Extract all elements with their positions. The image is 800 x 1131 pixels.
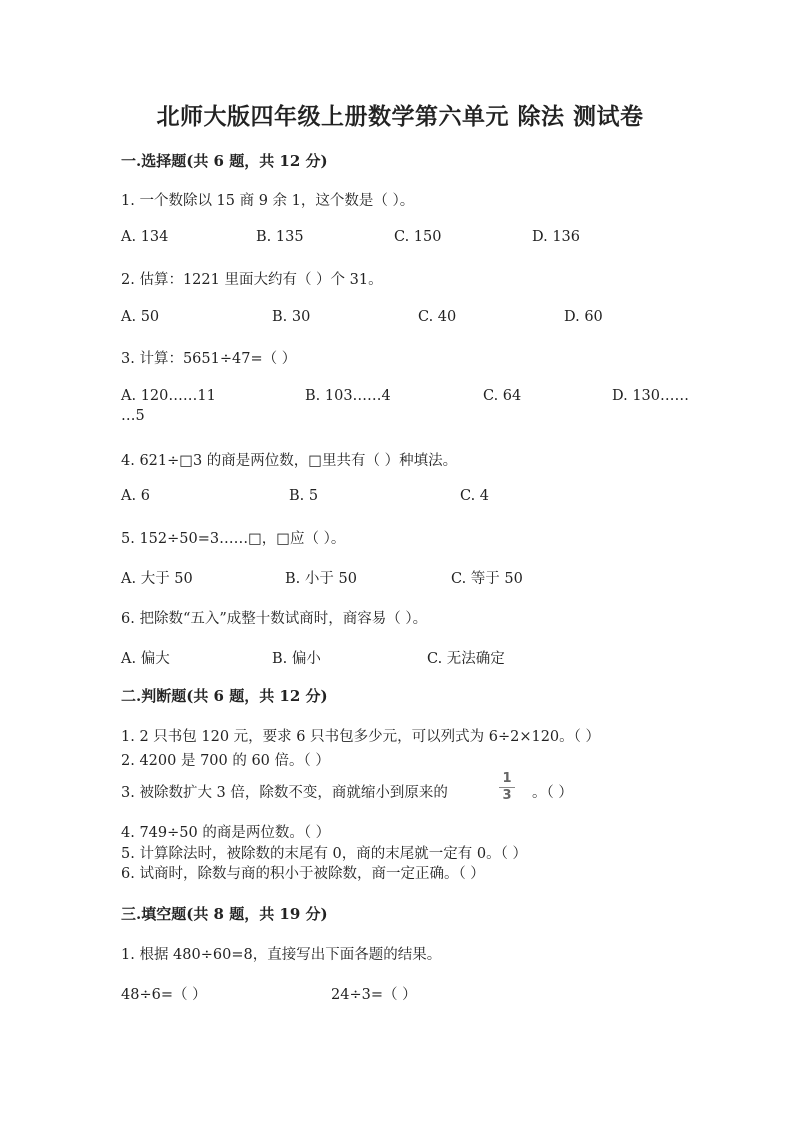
- question-6-stem: 6. 把除数“五入”成整十数试商时，商容易（ ）。: [121, 611, 428, 627]
- question-2-option-c: C. 40: [418, 309, 457, 325]
- question-4-option-b: B. 5: [289, 488, 319, 504]
- fraction-one-third: [497, 772, 517, 803]
- question-3-option-c: C. 64: [483, 388, 522, 404]
- judgment-item-1: 1. 2 只书包 120 元，要求 6 只书包多少元，可以列式为 6÷2×120。（ ）: [121, 729, 601, 745]
- judgment-item-3-tail: 。（ ）: [532, 785, 573, 801]
- section-heading-judgment: 二.判断题(共 6 题，共 12 分): [121, 687, 328, 705]
- page-title: 北师大版四年级上册数学第六单元 除法 测试卷: [156, 103, 644, 130]
- question-3-option-a: A. 120……11: [121, 388, 216, 404]
- question-2-option-a: A. 50: [121, 309, 160, 325]
- judgment-item-4: 4. 749÷50 的商是两位数。（ ）: [121, 825, 331, 841]
- question-4-option-a: A. 6: [121, 488, 150, 504]
- question-3-option-b: B. 103……4: [305, 388, 391, 404]
- question-3-option-d-wrap: …5: [121, 408, 145, 424]
- question-2-stem: 2. 估算：1221 里面大约有（ ）个 31。: [121, 272, 383, 288]
- question-1-option-d: D. 136: [532, 229, 581, 245]
- question-3-option-d: D. 130……: [612, 388, 690, 404]
- section-heading-choice: 一.选择题(共 6 题，共 12 分): [121, 152, 328, 170]
- fraction-numerator: 1: [502, 771, 512, 786]
- question-5-option-a: A. 大于 50: [121, 571, 193, 587]
- question-3-stem: 3. 计算：5651÷47=（ ）: [121, 351, 297, 367]
- question-1-option-a: A. 134: [121, 229, 169, 245]
- question-6-option-c: C. 无法确定: [427, 651, 505, 667]
- section-heading-fill: 三.填空题(共 8 题，共 19 分): [121, 905, 328, 923]
- judgment-item-3: 3. 被除数扩大 3 倍，除数不变，商就缩小到原来的: [121, 785, 448, 801]
- question-2-option-d: D. 60: [564, 309, 603, 325]
- question-1-option-b: B. 135: [256, 229, 304, 245]
- fraction-denominator: 3: [502, 788, 512, 803]
- question-4-stem: 4. 621÷□3 的商是两位数，□里共有（ ）种填法。: [121, 453, 458, 469]
- question-2-option-b: B. 30: [272, 309, 311, 325]
- question-6-option-b: B. 偏小: [272, 651, 321, 667]
- judgment-item-2: 2. 4200 是 700 的 60 倍。（ ）: [121, 753, 330, 769]
- judgment-item-6: 6. 试商时，除数与商的积小于被除数，商一定正确。（ ）: [121, 866, 485, 882]
- question-4-option-c: C. 4: [460, 488, 490, 504]
- question-1-stem: 1. 一个数除以 15 商 9 余 1，这个数是（ ）。: [121, 193, 415, 209]
- judgment-item-5: 5. 计算除法时，被除数的末尾有 0，商的末尾就一定有 0。（ ）: [121, 846, 527, 862]
- fill-blank-2: 24÷3=（ ）: [331, 987, 417, 1003]
- fill-blank-1: 48÷6=（ ）: [121, 987, 207, 1003]
- question-5-option-b: B. 小于 50: [285, 571, 357, 587]
- question-5-option-c: C. 等于 50: [451, 571, 523, 587]
- question-6-option-a: A. 偏大: [121, 651, 170, 667]
- question-1-option-c: C. 150: [394, 229, 442, 245]
- fill-question-1: 1. 根据 480÷60=8，直接写出下面各题的结果。: [121, 947, 442, 963]
- question-5-stem: 5. 152÷50=3……□，□应（ ）。: [121, 531, 346, 547]
